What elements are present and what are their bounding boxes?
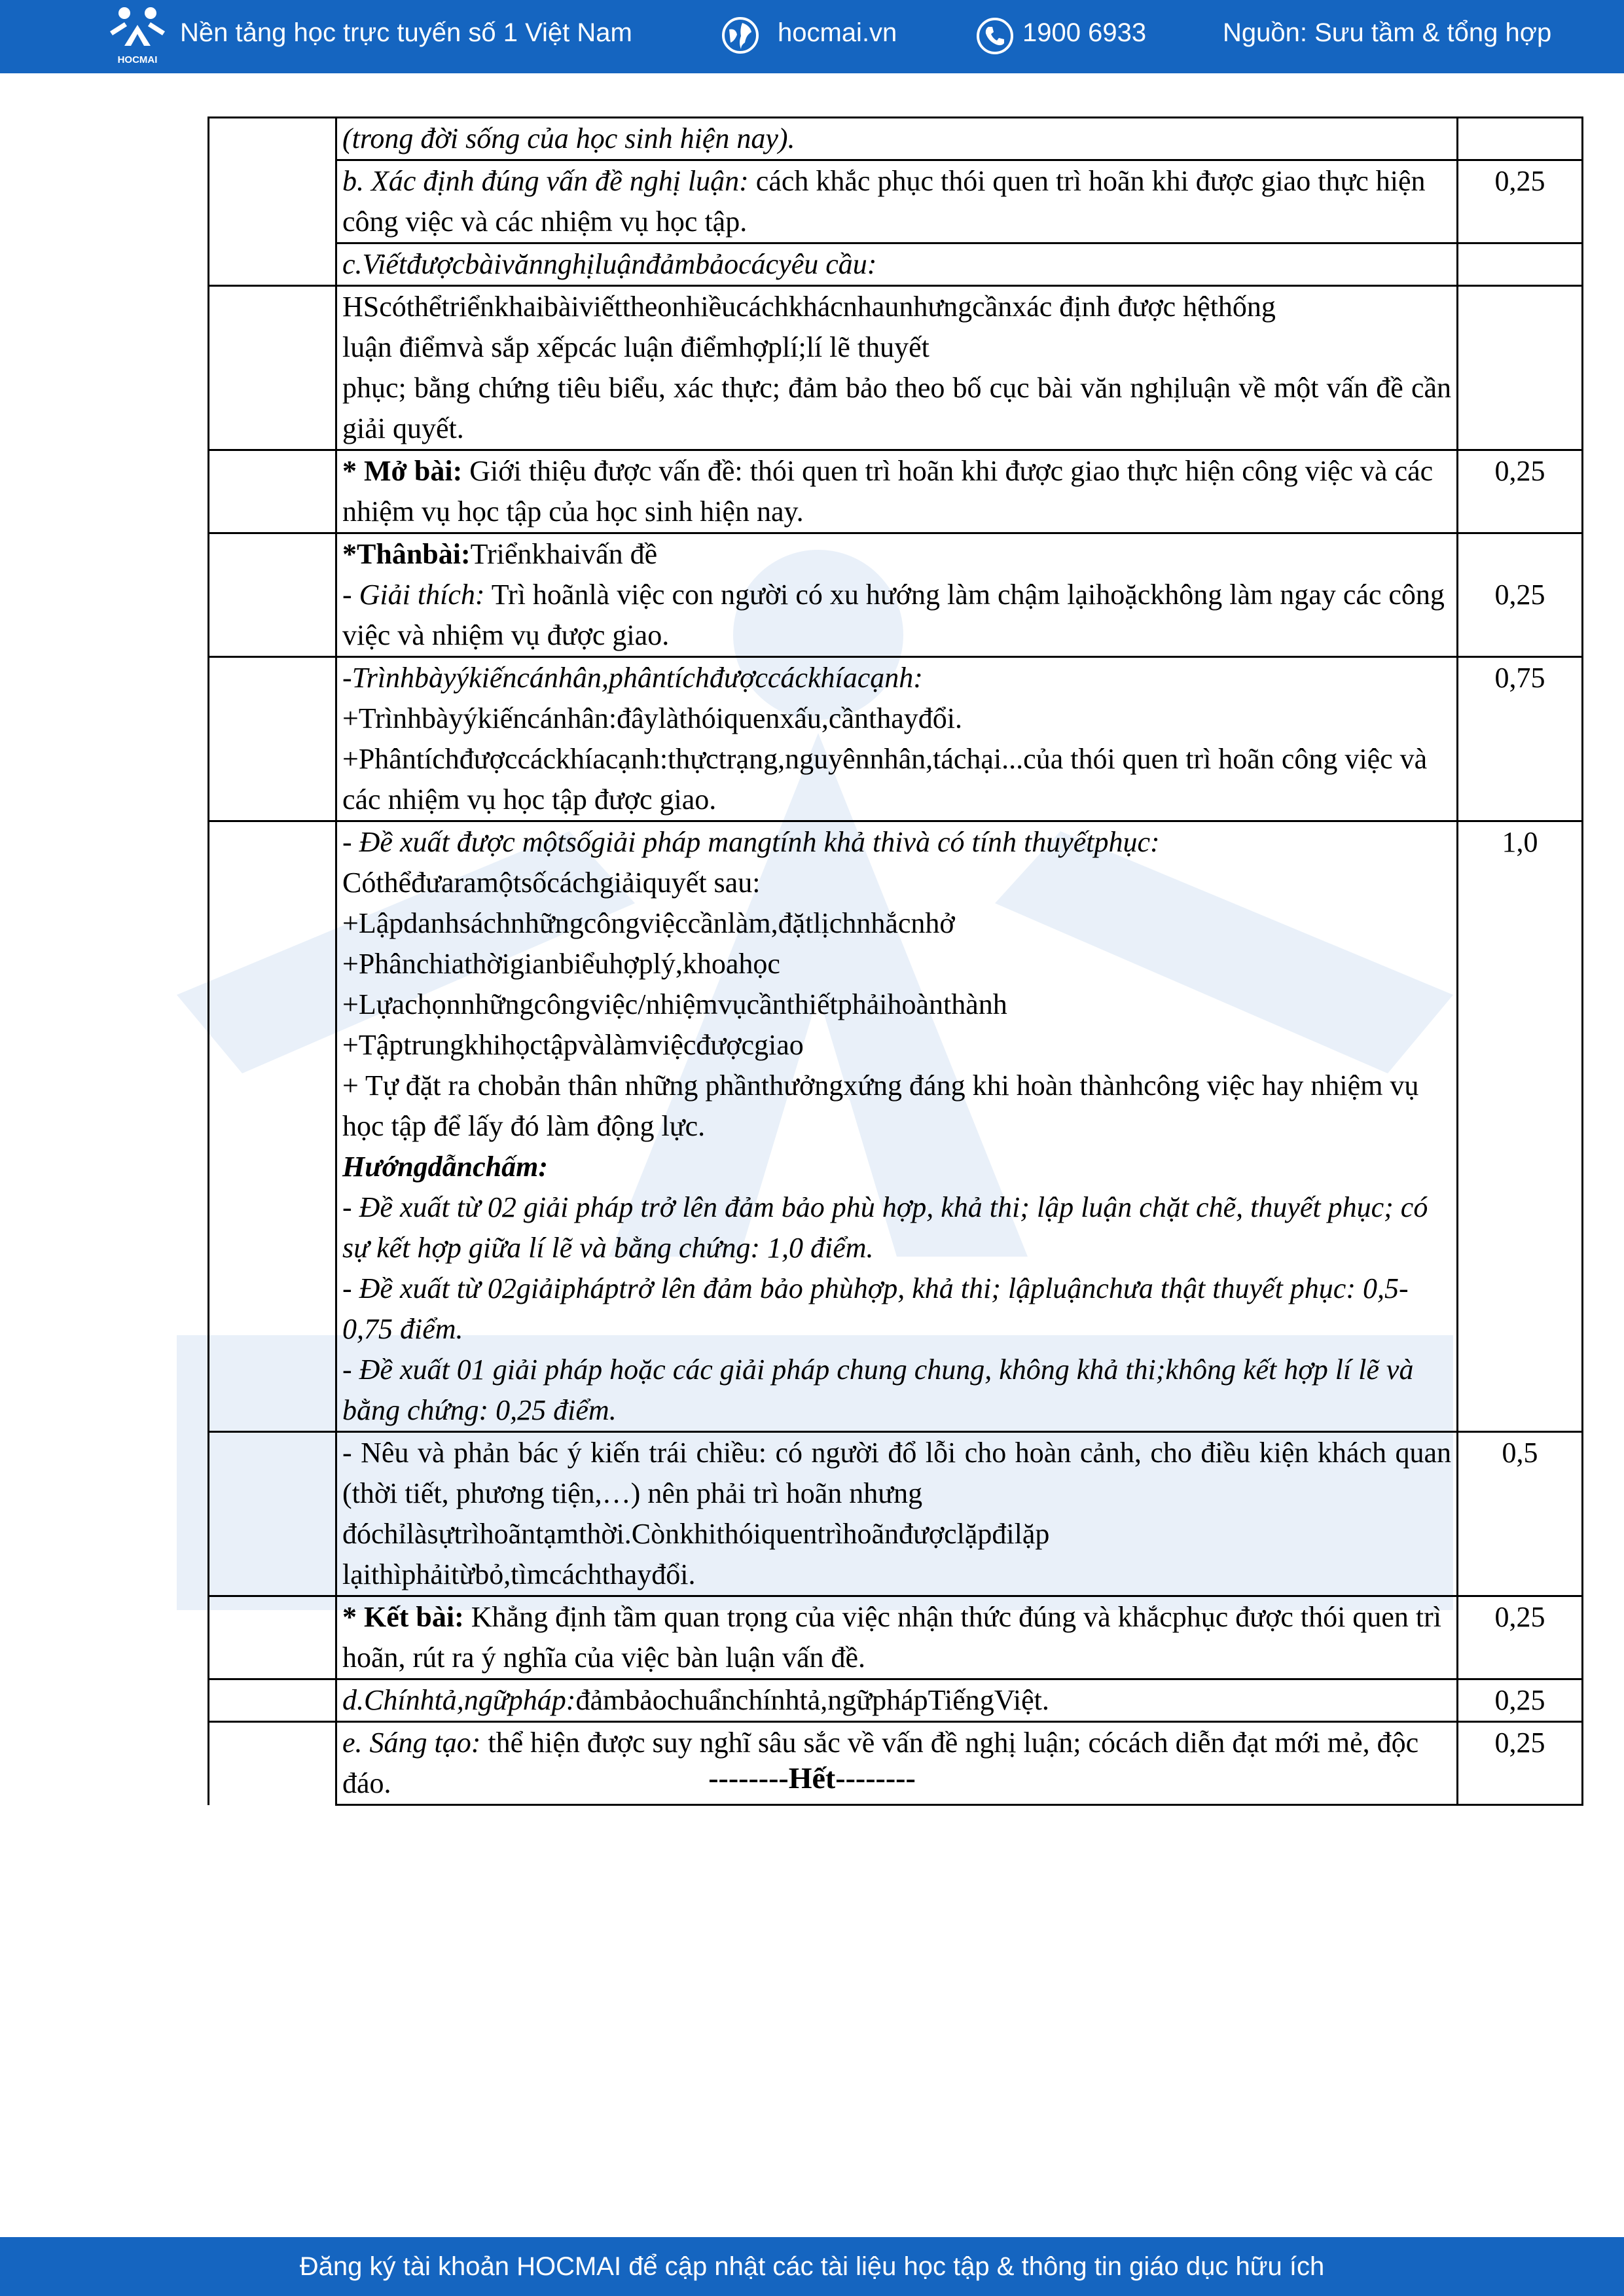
row-6-content: *Thânbài:Triểnkhaivấn đề - Giải thích: Trì hoãnlà việc con người có xu hướng làm chậm lạihoặckhông làm ngay các công việc và nhiệm vụ được giao. [336,533,1458,657]
table-row [209,821,1583,1432]
table-row [209,160,1583,243]
svg-text:HOCMAI: HOCMAI [117,54,158,65]
row-11-score: 0,25 [1458,1679,1583,1722]
header-website-link[interactable]: hocmai.vn [778,18,897,47]
row-4-score [1458,286,1583,450]
table-row [209,118,1583,160]
row-1-score [1458,118,1583,160]
header-source: Nguồn: Sưu tầm & tổng hợp [1223,18,1552,47]
table-row [209,657,1583,821]
row-5-score: 0,25 [1458,450,1583,533]
table-row [209,1432,1583,1596]
row-1-content: (trong đời sống của học sinh hiện nay). [336,118,1458,160]
row-2-content: b. Xác định đúng vấn đề nghị luận: cách khắc phục thói quen trì hoãn khi được giao thực hiện công việc và các nhiệm vụ học tập. [336,160,1458,243]
row-12-content: e. Sáng tạo: thể hiện được suy nghĩ sâu sắc về vấn đề nghị luận; cócách diễn đạt mới mẻ, độc đáo. [336,1722,1458,1805]
row-9-score: 0,5 [1458,1432,1583,1596]
end-mark: --------Hết-------- [708,1761,916,1795]
table-row [209,243,1583,286]
header-phone-link[interactable]: 1900 6933 [1022,18,1147,47]
row-4-content: HScóthểtriểnkhaibàiviếttheonhiềucáchkhácnhaunhưngcầnxác định được hệthống luận điểmvà sắp xếpcác luận điểmhợplí;lí lẽ thuyết phục; bằng chứng tiêu biểu, xác thực; đảm bảo theo bố cục bài văn nghịluận về một vấn đề cần giải quyết. [336,286,1458,450]
header-tagline: Nền tảng học trực tuyến số 1 Việt Nam [180,18,632,47]
table-row [209,286,1583,450]
footer-text[interactable]: Đăng ký tài khoản HOCMAI để cập nhật các tài liệu học tập & thông tin giáo dục hữu ích [299,2252,1325,2281]
row-2-score: 0,25 [1458,160,1583,243]
row-3-score [1458,243,1583,286]
table-row [209,450,1583,533]
globe-icon [721,16,759,54]
table-row [209,1596,1583,1679]
table-row [209,1679,1583,1722]
row-3-content: c.Viếtđượcbàivănnghịluậnđảmbảocácyêu cầu: [336,243,1458,286]
row-8-score: 1,0 [1458,821,1583,1432]
grading-table [208,117,1574,1806]
row-7-content: -Trìnhbàyýkiếncánhân,phântíchđượccáckhíacạnh: +Trìnhbàyýkiếncánhân:đâylàthóiquenxấu,cầnthayđổi. +Phântíchđượccáckhíacạnh:thựctrạng,nguyênnhân,táchại...của thói quen trì hoãn công việc và các nhiệm vụ học tập được giao. [336,657,1458,821]
row-10-content: * Kết bài: Khẳng định tầm quan trọng của việc nhận thức đúng và khắcphục được thói quen trì hoãn, rút ra ý nghĩa của việc bàn luận vấn đề. [336,1596,1458,1679]
row-11-content: d.Chínhtả,ngữpháp:đảmbảochuẩnchínhtả,ngữphápTiếngViệt. [336,1679,1458,1722]
row-6-score: 0,25 [1458,533,1583,657]
row-5-content: * Mở bài: Giới thiệu được vấn đề: thói quen trì hoãn khi được giao thực hiện công việc và các nhiệm vụ học tập của học sinh hiện nay. [336,450,1458,533]
row-8-content: - Đề xuất được mộtsốgiải pháp mangtính khả thivà có tính thuyếtphục: Cóthểđưaramộtsốcáchgiảiquyết sau: +Lậpdanhsáchnhữngcôngviệccầnlàm,đặtlịchnhắcnhở +Phânchiathờigianbiểuhợplý,khoahọc +Lựachọnnhữngcôngviệc/nhiệmvụcầnthiếtphảihoànthành +Tậptrungkhihọctậpvàlàmviệcđượcgiao + Tự đặt ra chobản thân những phầnthưởngxứng đáng khi hoàn thànhcông việc hay nhiệm vụ học tập để lấy đó làm động lực. Hướngdẫnchấm: - Đề xuất từ 02 giải pháp trở lên đảm bảo phù hợp, khả thi; lập luận chặt chẽ, thuyết phục; có sự kết hợp giữa lí lẽ và bằng chứng: 1,0 điểm. - Đề xuất từ 02giảipháptrở lên đảm bảo phùhợp, khả thi; lậpluậnchưa thật thuyết phục: 0,5- 0,75 điểm. - Đề xuất 01 giải pháp hoặc các giải pháp chung chung, không khả thi;không kết hợp lí lẽ và bằng chứng: 0,25 điểm. [336,821,1458,1432]
header-bar [0,0,1624,73]
hocmai-logo-icon[interactable] [105,5,170,68]
row-9-content: - Nêu và phản bác ý kiến trái chiều: có người đổ lỗi cho hoàn cảnh, cho điều kiện khách quan (thời tiết, phương tiện,…) nên phải trì hoãn nhưng đóchỉlàsựtrìhoãntạmthời.Cònkhithóiquentrìhoãnđượclặpđilặp lạithìphảitừbỏ,tìmcáchthayđổi. [336,1432,1458,1596]
footer-bar [0,2237,1624,2296]
phone-icon [975,16,1015,56]
row-10-score: 0,25 [1458,1596,1583,1679]
table-row [209,533,1583,657]
row-12-score: 0,25 [1458,1722,1583,1805]
row-7-score: 0,75 [1458,657,1583,821]
